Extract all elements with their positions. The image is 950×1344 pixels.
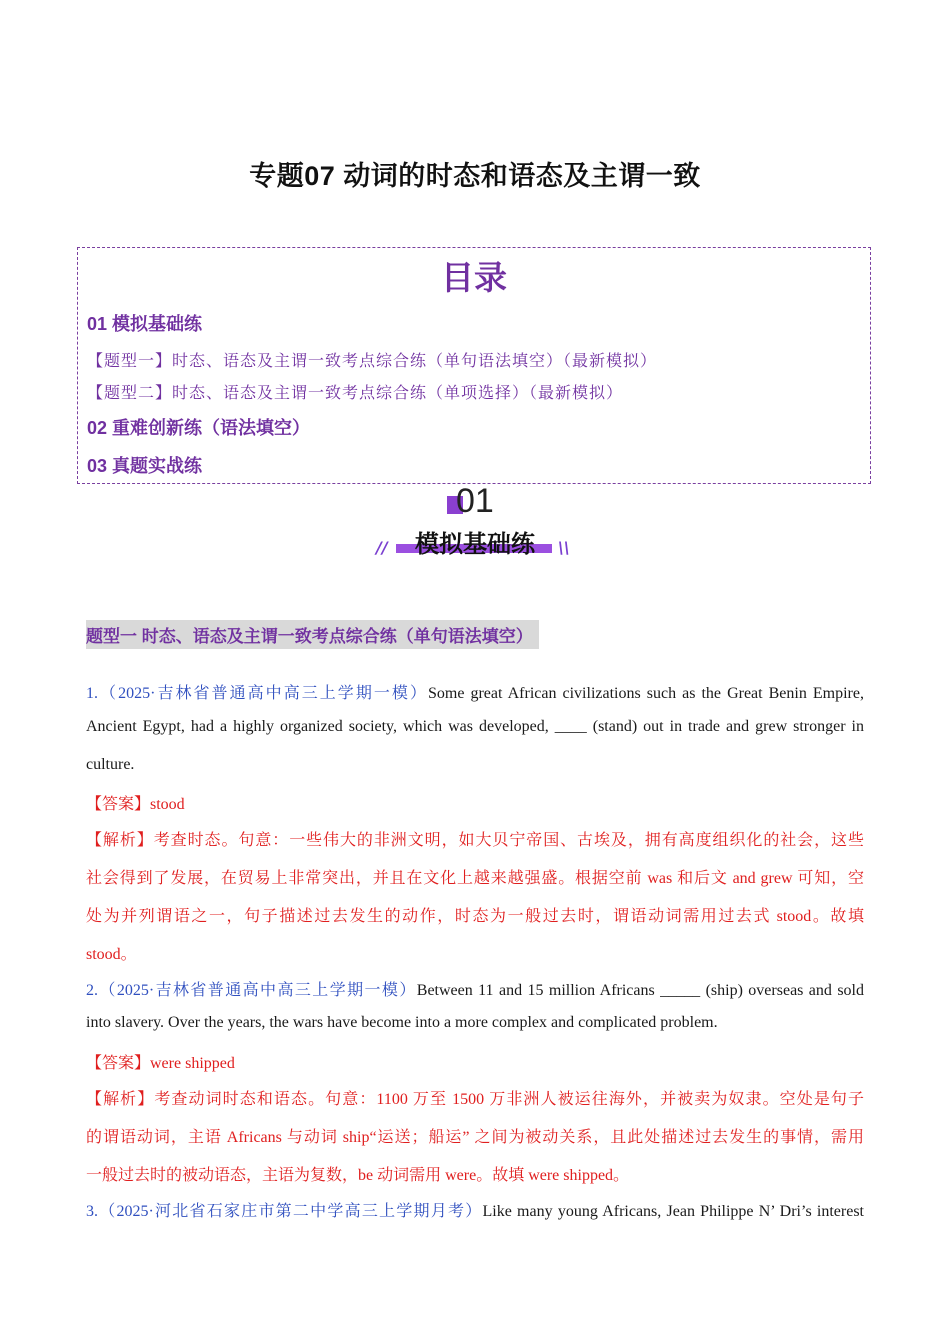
- question-1-answer: 【答案】stood: [86, 796, 185, 813]
- question-2-text-start: Between 11 and 15 million Africans _____ (ship) overseas and sold: [416, 982, 864, 999]
- banner-slash-left: //: [376, 538, 388, 557]
- page-title: 专题07 动词的时态和语态及主谓一致: [249, 161, 701, 191]
- question-1-line-1: [86, 680, 864, 703]
- toc-item-section-3[interactable]: 03 真题实战练: [87, 456, 203, 476]
- question-type-heading: 题型一 时态、语态及主谓一致考点综合练（单句语法填空）: [86, 620, 539, 649]
- banner-number: 01: [456, 482, 494, 520]
- question-2-line-1: [86, 977, 864, 1000]
- question-1-line-3: culture.: [86, 756, 135, 773]
- question-1-text-start: Some great African civilizations such as the Great Benin Empire,: [428, 685, 864, 702]
- question-2-analysis-1: 【解析】考查动词时态和语态。句意：1100 万至 1500 万非洲人被运往海外，并被卖为奴隶。空处是句子: [86, 1091, 864, 1108]
- banner-slash-right: \\: [558, 538, 570, 557]
- question-1-line-2: Ancient Egypt, had a highly organized society, which was developed, ____ (stand) out in trade and grew stronger in: [86, 718, 864, 735]
- toc-item-type-2[interactable]: 【题型二】时态、语态及主谓一致考点综合练（单项选择）（最新模拟）: [87, 383, 624, 402]
- toc-item-type-1[interactable]: 【题型一】时态、语态及主谓一致考点综合练（单句语法填空）（最新模拟）: [87, 351, 658, 370]
- toc-item-section-1[interactable]: 01 模拟基础练: [87, 314, 203, 334]
- question-1-analysis-4: stood。: [86, 946, 137, 963]
- question-2-answer: 【答案】were shipped: [86, 1055, 235, 1072]
- question-2-analysis-3: 一般过去时的被动语态，主语为复数，be 动词需用 were。故填 were shipped。: [86, 1167, 630, 1184]
- question-1-source: 1.（2025·吉林省普通高中高三上学期一模）: [86, 685, 428, 702]
- question-2-source: 2.（2025·吉林省普通高中高三上学期一模）: [86, 982, 417, 999]
- table-of-contents: [77, 247, 871, 484]
- question-3-text-start: Like many young Africans, Jean Philippe N’ Dri’s interest: [482, 1203, 864, 1220]
- question-3-line-1: [86, 1198, 864, 1221]
- banner-label: 模拟基础练: [415, 531, 535, 558]
- question-1-analysis-2: 社会得到了发展，在贸易上非常突出，并且在文化上越来越强盛。根据空前 was 和后文 and grew 可知，空: [86, 870, 864, 887]
- toc-heading: 目录: [441, 259, 507, 296]
- question-3-source: 3.（2025·河北省石家庄市第二中学高三上学期月考）: [86, 1203, 483, 1220]
- section-banner: [370, 482, 580, 562]
- question-2-analysis-2: 的谓语动词，主语 Africans 与动词 ship“运送；船运” 之间为被动关系，且此处描述过去发生的事情，需用: [86, 1129, 864, 1146]
- question-2-line-2: into slavery. Over the years, the wars have become into a more complex and complicated problem.: [86, 1014, 718, 1031]
- question-1-analysis-3: 处为并列谓语之一，句子描述过去发生的动作，时态为一般过去时，谓语动词需用过去式 stood。故填: [86, 908, 864, 925]
- question-1-analysis-1: 【解析】考查时态。句意：一些伟大的非洲文明，如大贝宁帝国、古埃及，拥有高度组织化的社会，这些: [86, 832, 864, 849]
- toc-item-section-2[interactable]: 02 重难创新练（语法填空）: [87, 418, 311, 438]
